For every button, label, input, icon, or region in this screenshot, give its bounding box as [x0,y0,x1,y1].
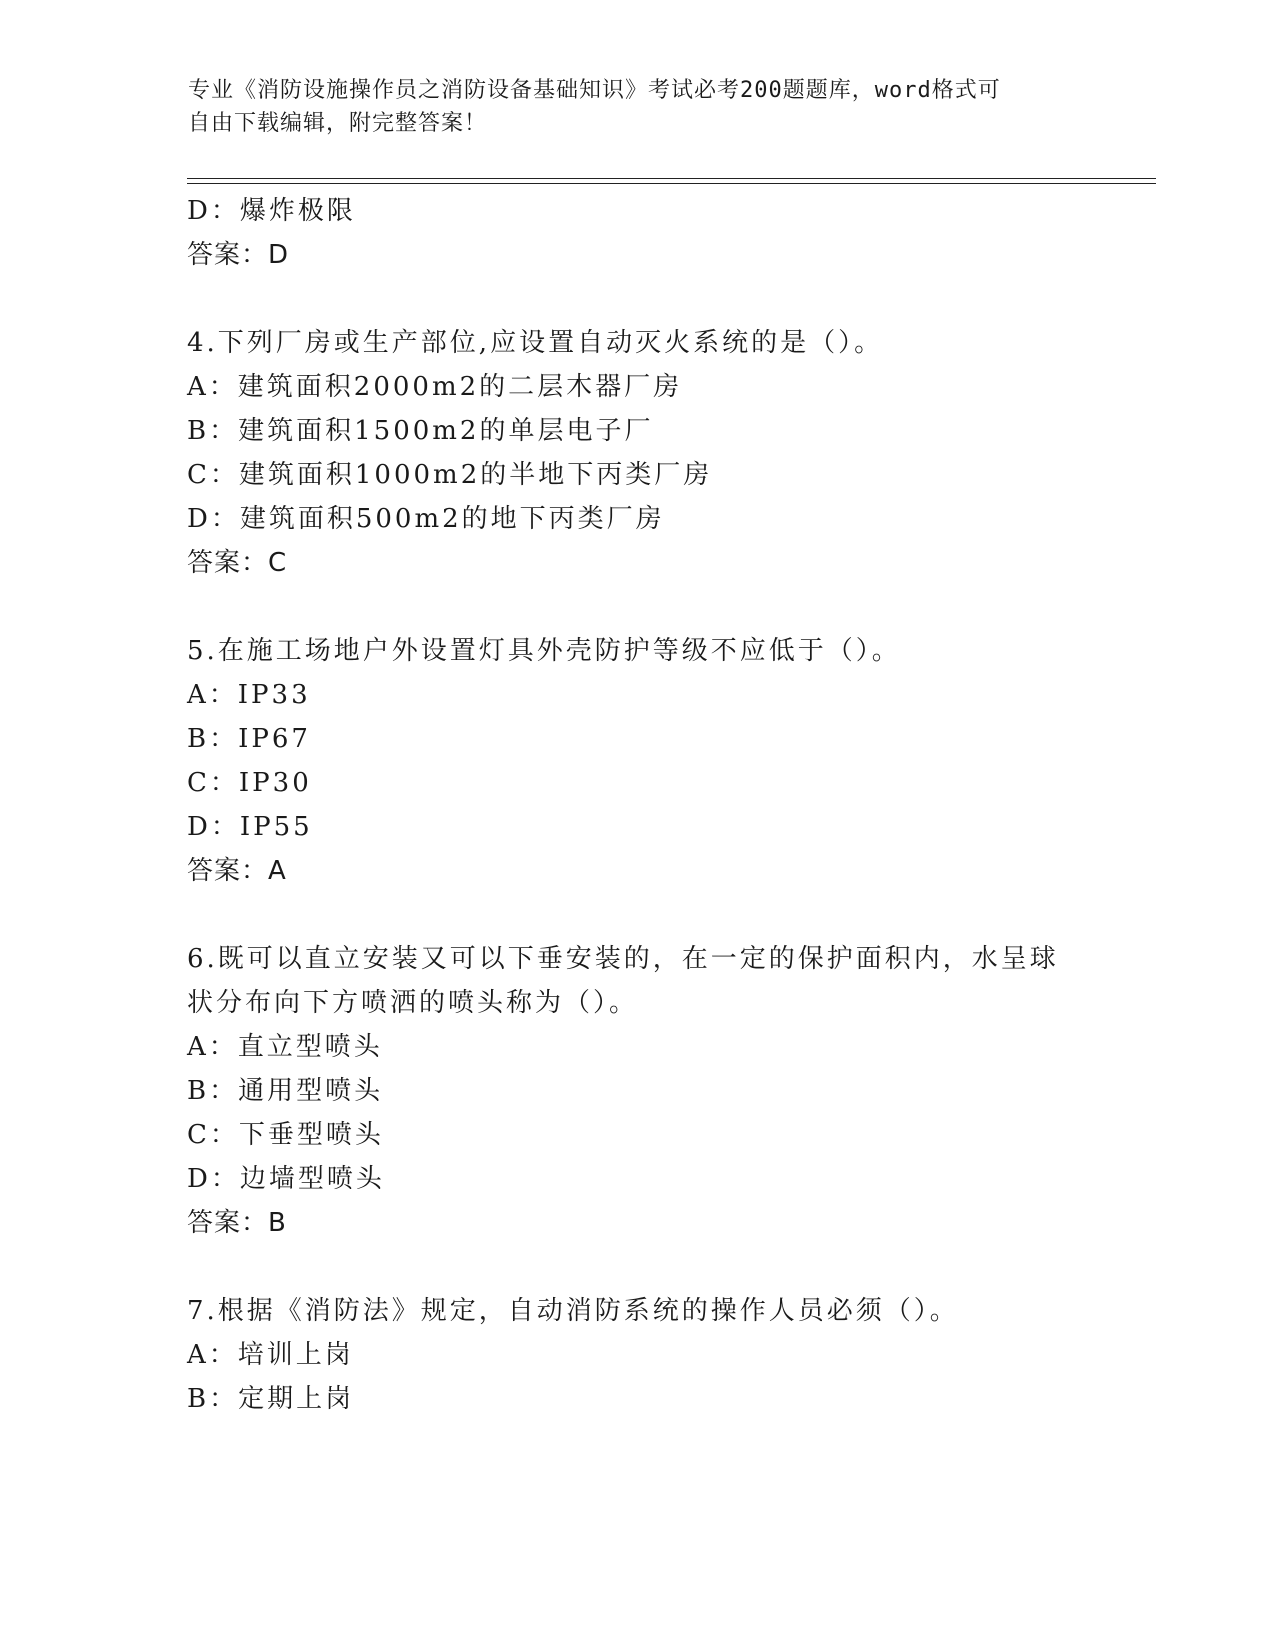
q7-stem: 7.根据《消防法》规定，自动消防系统的操作人员必须（）。 [187,1296,959,1326]
q6-answer: 答案：B [187,1208,287,1238]
q5-option-d: D：IP55 [187,812,313,842]
q5-option-a: A：IP33 [187,680,311,710]
q4-stem: 4.下列厂房或生产部位,应设置自动灭火系统的是（）。 [187,328,884,358]
header-line-2: 自由下载编辑，附完整答案！ [188,111,488,136]
q6-stem-line-1: 6.既可以直立安装又可以下垂安装的，在一定的保护面积内，水呈球 [187,944,1059,974]
q6-option-b: B：通用型喷头 [187,1076,384,1106]
q5-option-b: B：IP67 [187,724,311,754]
q4-option-a: A：建筑面积2000m2的二层木器厂房 [187,372,683,402]
header-line-1: 专业《消防设施操作员之消防设备基础知识》考试必考200题题库，word格式可 [188,78,1001,103]
document-header [188,74,1088,140]
q5-stem: 5.在施工场地户外设置灯具外壳防护等级不应低于（）。 [187,636,901,666]
q6-stem-line-2: 状分布向下方喷洒的喷头称为（）。 [187,988,639,1018]
q4-option-b: B：建筑面积1500m2的单层电子厂 [187,416,654,446]
q6-option-a: A：直立型喷头 [187,1032,383,1062]
q6-option-c: C：下垂型喷头 [187,1120,384,1150]
header-divider-top [187,178,1156,179]
q7-option-b: B：定期上岗 [187,1384,355,1414]
q3-answer: 答案：D [187,240,290,270]
header-divider-bottom [187,183,1156,184]
q4-option-d: D：建筑面积500m2的地下丙类厂房 [187,504,665,534]
q5-option-c: C：IP30 [187,768,312,798]
q7-option-a: A：培训上岗 [187,1340,354,1370]
q4-option-c: C：建筑面积1000m2的半地下丙类厂房 [187,460,713,490]
q4-answer: 答案：C [187,548,288,578]
q3-option-d: D：爆炸极限 [187,196,356,226]
q5-answer: 答案：A [187,856,287,886]
q6-option-d: D：边墙型喷头 [187,1164,385,1194]
